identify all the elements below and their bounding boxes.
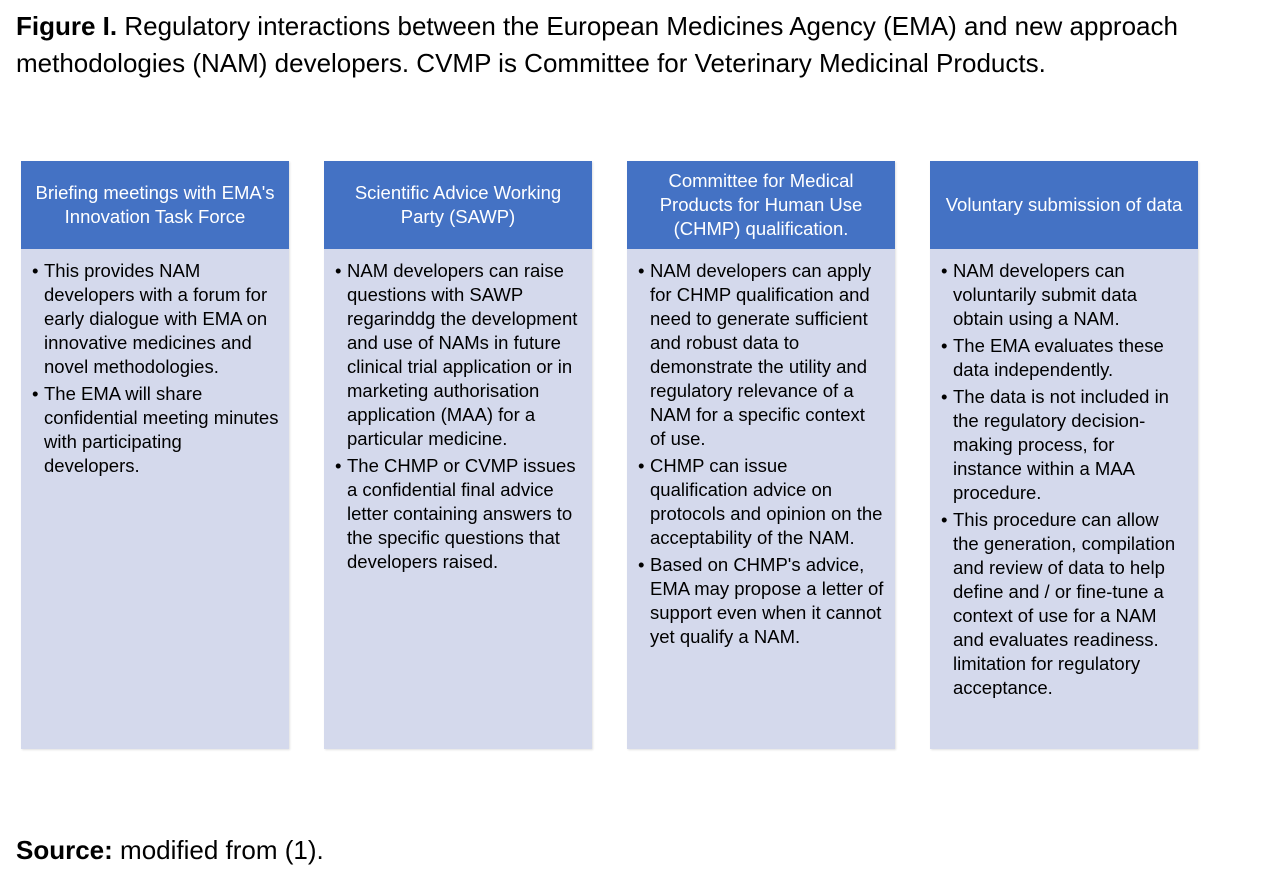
figure-caption-lead: Figure I. (16, 11, 118, 41)
column-chmp-qualification (627, 161, 895, 749)
bullet-item: • CHMP can issue qualification advice on protocols and opinion on the acceptability of the NAM. (639, 454, 885, 550)
column-body (627, 249, 895, 649)
column-header: Committee for Medical Products for Human Use (CHMP) qualification. (627, 161, 895, 249)
column-body (930, 249, 1198, 700)
bullet-item: • The data is not included in the regulatory decision-making process, for instance within a MAA procedure. (942, 385, 1188, 505)
bullet-list (336, 259, 582, 574)
column-body (324, 249, 592, 574)
column-innovation-task-force (21, 161, 289, 749)
source-lead: Source: (16, 835, 113, 865)
bullet-item: • This procedure can allow the generation, compilation and review of data to help define and / or fine-tune a context of use for a NAM and evaluates readiness. limitation for regulatory acceptance. (942, 508, 1188, 700)
bullet-list (33, 259, 279, 478)
column-voluntary-submission (930, 161, 1198, 749)
column-header: Scientific Advice Working Party (SAWP) (324, 161, 592, 249)
bullet-item: • The EMA evaluates these data independently. (942, 334, 1188, 382)
bullet-item: • This provides NAM developers with a forum for early dialogue with EMA on innovative medicines and novel methodologies. (33, 259, 279, 379)
column-header: Briefing meetings with EMA's Innovation Task Force (21, 161, 289, 249)
bullet-item: • NAM developers can raise questions with SAWP regarinddg the development and use of NAMs in future clinical trial application or in marketing authorisation application (MAA) for a particular medicine. (336, 259, 582, 451)
figure-caption-text: Regulatory interactions between the European Medicines Agency (EMA) and new approach methodologies (NAM) developers. CVMP is Committee for Veterinary Medicinal Products. (16, 11, 1178, 78)
bullet-item: • NAM developers can voluntarily submit data obtain using a NAM. (942, 259, 1188, 331)
figure-caption (16, 8, 1266, 82)
bullet-item: • The CHMP or CVMP issues a confidential final advice letter containing answers to the specific questions that developers raised. (336, 454, 582, 574)
source-note (16, 832, 324, 868)
bullet-item: • The EMA will share confidential meeting minutes with participating developers. (33, 382, 279, 478)
column-header: Voluntary submission of data (930, 161, 1198, 249)
diagram-columns (0, 161, 1280, 749)
source-text: modified from (1). (112, 835, 324, 865)
bullet-item: • NAM developers can apply for CHMP qualification and need to generate sufficient and robust data to demonstrate the utility and regulatory relevance of a NAM for a specific context of use. (639, 259, 885, 451)
bullet-list (639, 259, 885, 649)
bullet-list (942, 259, 1188, 700)
column-body (21, 249, 289, 478)
column-sawp (324, 161, 592, 749)
bullet-item: • Based on CHMP's advice, EMA may propose a letter of support even when it cannot yet qualify a NAM. (639, 553, 885, 649)
